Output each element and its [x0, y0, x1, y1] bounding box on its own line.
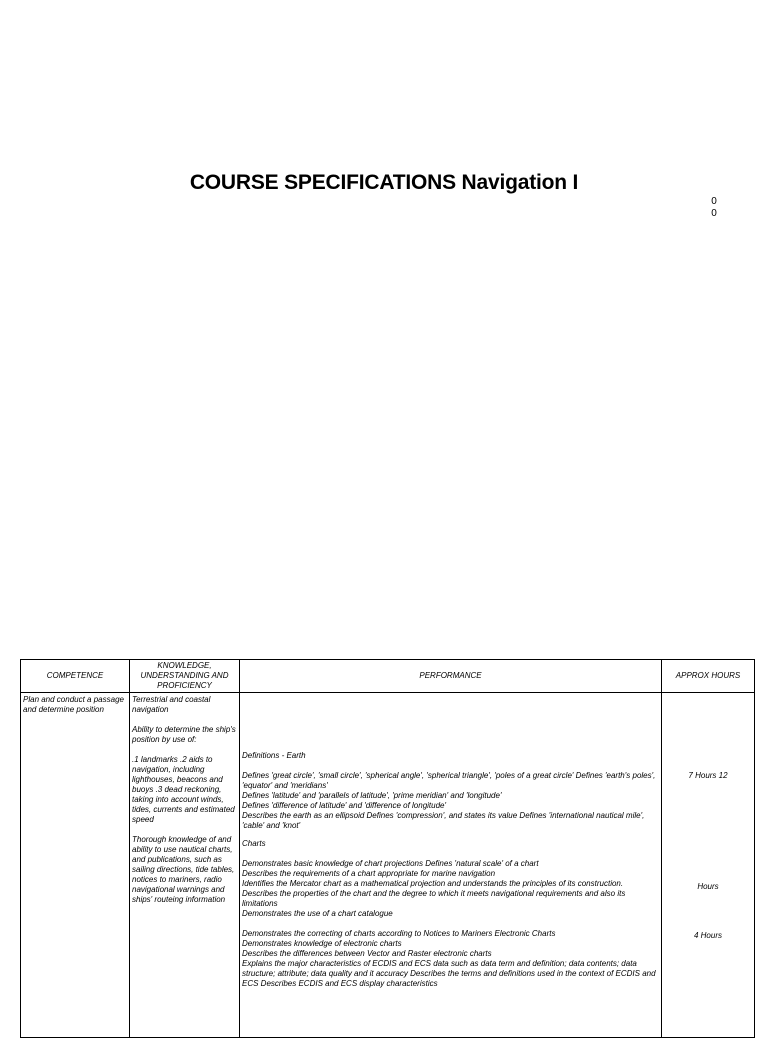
competence-text: Plan and conduct a passage and determine position	[23, 695, 124, 714]
performance-item: Describes the properties of the chart and the degree to which it meets navigational requirements and also its limitations	[242, 889, 626, 908]
performance-cell	[240, 693, 662, 1038]
knowledge-item: Thorough knowledge of and ability to use nautical charts, and publications, such as sailing directions, tide tables, notices to mariners, radio navigational warnings and ships' routeing information	[132, 835, 235, 904]
performance-item: Charts	[242, 839, 266, 848]
performance-item: Identifies the Mercator chart as a mathematical projection and understands the principles of its construction.	[242, 879, 624, 888]
course-spec-table	[20, 659, 755, 1038]
header-performance: PERFORMANCE	[240, 660, 662, 693]
corner-mark: 0	[711, 208, 717, 219]
hours-value: Hours	[697, 882, 719, 891]
performance-item: Defines 'latitude' and 'parallels of latitude', 'prime meridian' and 'longitude'	[242, 791, 502, 800]
table-row	[21, 693, 755, 1038]
performance-item: Demonstrates the use of a chart catalogue	[242, 909, 393, 918]
performance-item: Definitions - Earth	[242, 751, 306, 760]
corner-mark: 0	[711, 196, 717, 207]
performance-item: Describes the requirements of a chart appropriate for marine navigation	[242, 869, 496, 878]
knowledge-item: Ability to determine the ship's position by use of:	[132, 725, 236, 744]
performance-item: Demonstrates the correcting of charts according to Notices to Mariners Electronic Charts	[242, 929, 556, 938]
knowledge-item: Terrestrial and coastal navigation	[132, 695, 211, 714]
header-knowledge: KNOWLEDGE, UNDERSTANDING AND PROFICIENCY	[130, 660, 240, 693]
header-competence: COMPETENCE	[21, 660, 130, 693]
performance-item: Defines 'great circle', 'small circle', 'spherical angle', 'spherical triangle', 'poles of a great circle' Defines 'earth's poles', 'equator' and 'meridians'	[242, 771, 656, 790]
performance-item: Defines 'difference of latitude' and 'difference of longitude'	[242, 801, 447, 810]
competence-cell	[21, 693, 130, 1038]
knowledge-item: .1 landmarks .2 aids to navigation, including lighthouses, beacons and buoys .3 dead reckoning, taking into account winds, tides, currents and estimated speed	[132, 755, 235, 824]
performance-item: Demonstrates knowledge of electronic charts	[242, 939, 402, 948]
performance-item: Describes the earth as an ellipsoid Defines 'compression', and states its value Defines 'international nautical mile', 'cable' and 'knot'	[242, 811, 645, 830]
hours-value: 7 Hours 12	[688, 771, 728, 780]
corner-marks	[708, 196, 720, 220]
performance-item: Explains the major characteristics of ECDIS and ECS data such as data term and definition; data contents; data structure; attribute; data quality and it accuracy Describes the terms and definitions used in the context of ECDIS and ECS Describes ECDIS and ECS display characteristics	[242, 959, 656, 988]
header-hours: APPROX HOURS	[662, 660, 755, 693]
performance-item: Demonstrates basic knowledge of chart projections Defines 'natural scale' of a chart	[242, 859, 539, 868]
document-title: COURSE SPECIFICATIONS Navigation I	[189, 171, 579, 194]
hours-value: 4 Hours	[693, 931, 722, 940]
hours-cell	[662, 693, 755, 1038]
performance-item: Describes the differences between Vector and Raster electronic charts	[242, 949, 492, 958]
table-header-row	[21, 660, 755, 693]
knowledge-cell	[130, 693, 240, 1038]
